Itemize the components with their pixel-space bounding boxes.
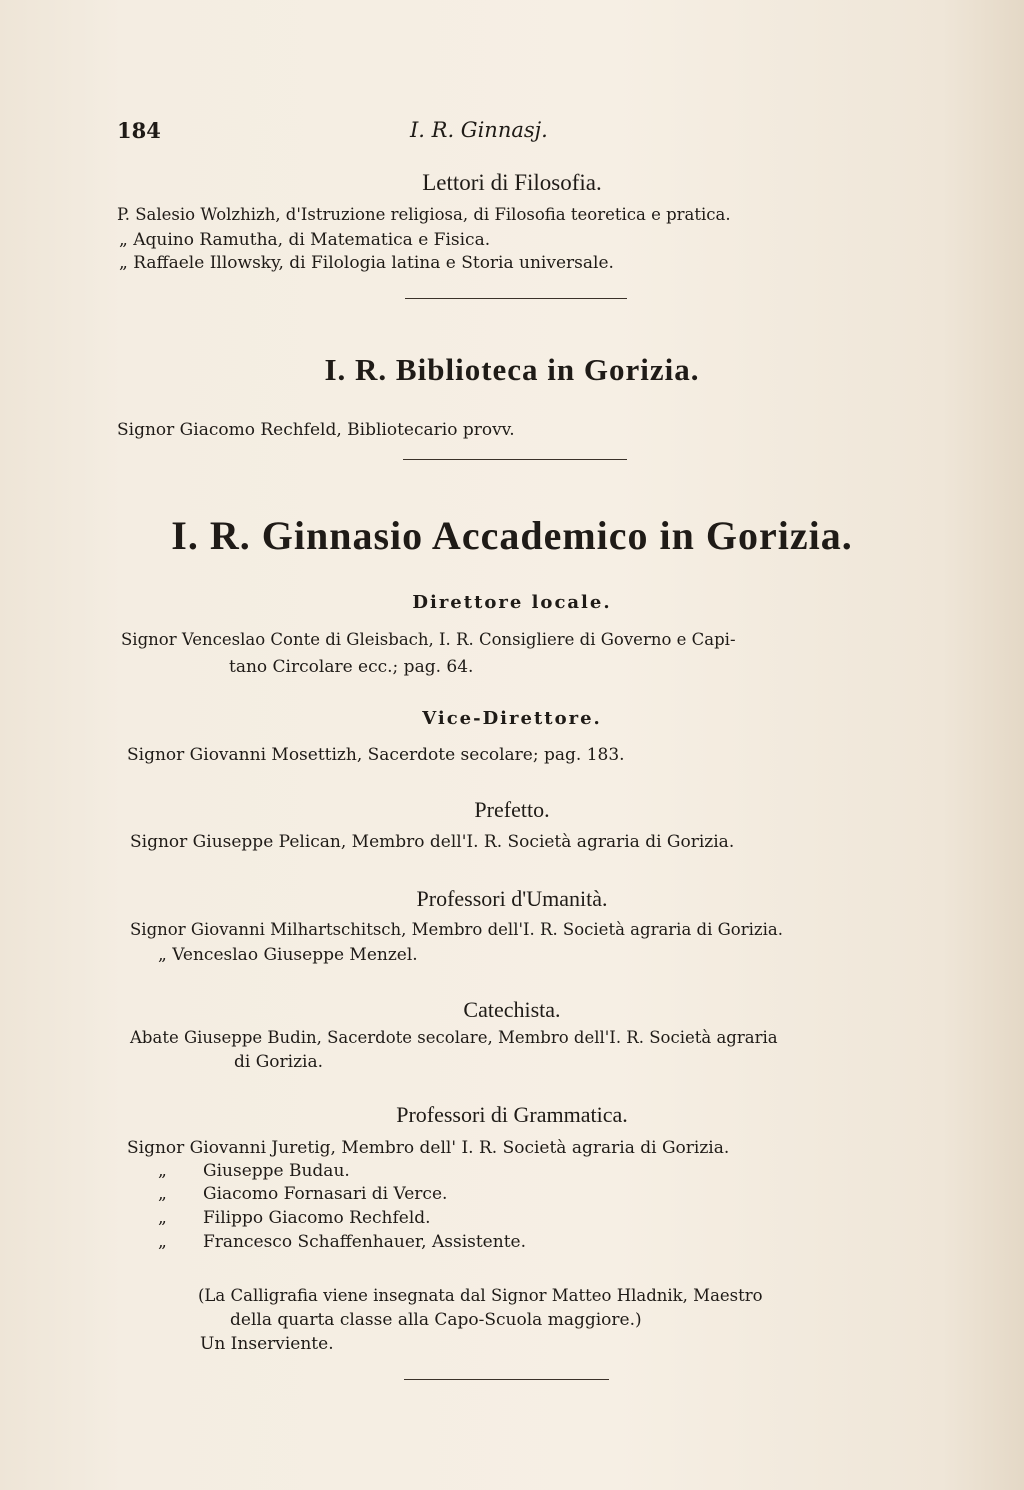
- prefetto-line: Signor Giuseppe Pelican, Membro dell'I. R. Società agraria di Gorizia.: [130, 832, 735, 852]
- biblioteca-line: Signor Giacomo Rechfeld, Bibliotecario provv.: [117, 420, 515, 440]
- vice-direttore-line: Signor Giovanni Mosettizh, Sacerdote secolare; pag. 183.: [127, 745, 625, 765]
- lettori-heading: Lettori di Filosofia.: [422, 170, 602, 195]
- catechista-heading: Catechista.: [463, 997, 561, 1022]
- catechista-line-1: Abate Giuseppe Budin, Sacerdote secolare, Membro dell'I. R. Società agraria: [130, 1028, 778, 1047]
- umanita-heading: Professori d'Umanità.: [416, 886, 608, 911]
- direttore-heading: Direttore locale.: [412, 592, 612, 613]
- ditto-mark: „: [158, 1232, 167, 1252]
- grammatica-item-name: Giuseppe Budau.: [203, 1161, 350, 1181]
- direttore-line-2: tano Circolare ecc.; pag. 64.: [229, 657, 474, 677]
- lettori-line-1: P. Salesio Wolzhizh, d'Istruzione religiosa, di Filosofia teoretica e pratica.: [117, 205, 731, 224]
- biblioteca-heading: I. R. Biblioteca in Gorizia.: [324, 352, 700, 387]
- catechista-line-2: di Gorizia.: [234, 1052, 324, 1072]
- grammatica-line-1: Signor Giovanni Juretig, Membro dell' I. R. Società agraria di Gorizia.: [127, 1138, 730, 1158]
- lettori-line-2: „ Aquino Ramutha, di Matematica e Fisica.: [119, 230, 491, 250]
- ditto-mark: „: [158, 1208, 167, 1228]
- grammatica-heading: Professori di Grammatica.: [396, 1102, 628, 1127]
- grammatica-item-name: Filippo Giacomo Rechfeld.: [203, 1208, 431, 1228]
- vice-direttore-heading: Vice-Direttore.: [422, 708, 602, 729]
- note-line-2: della quarta classe alla Capo-Scuola maggiore.): [230, 1310, 642, 1330]
- grammatica-item: [158, 1232, 526, 1252]
- umanita-line-2: „ Venceslao Giuseppe Menzel.: [158, 945, 418, 965]
- grammatica-item: [158, 1208, 431, 1228]
- grammatica-item: [158, 1184, 447, 1204]
- inserviente-line: Un Inserviente.: [200, 1334, 334, 1354]
- divider-1: [405, 298, 627, 299]
- grammatica-item-name: Francesco Schaffenhauer, Assistente.: [203, 1232, 526, 1252]
- running-title: I. R. Ginnasj.: [410, 118, 548, 142]
- direttore-line-1: Signor Venceslao Conte di Gleisbach, I. R. Consigliere di Governo e Capi-: [121, 630, 736, 649]
- umanita-line-1: Signor Giovanni Milhartschitsch, Membro dell'I. R. Società agraria di Gorizia.: [130, 920, 783, 939]
- grammatica-item: [158, 1161, 350, 1181]
- grammatica-item-name: Giacomo Fornasari di Verce.: [203, 1184, 448, 1204]
- page-number: 184: [117, 118, 161, 143]
- ditto-mark: „: [158, 1161, 167, 1181]
- divider-3: [404, 1379, 609, 1380]
- lettori-line-3: „ Raffaele Illowsky, di Filologia latina e Storia universale.: [119, 253, 614, 273]
- ditto-mark: „: [158, 1184, 167, 1204]
- note-line-1: (La Calligrafia viene insegnata dal Signor Matteo Hladnik, Maestro: [198, 1286, 763, 1305]
- prefetto-heading: Prefetto.: [474, 797, 550, 822]
- divider-2: [403, 459, 627, 460]
- ginnasio-heading: I. R. Ginnasio Accademico in Gorizia.: [171, 513, 853, 558]
